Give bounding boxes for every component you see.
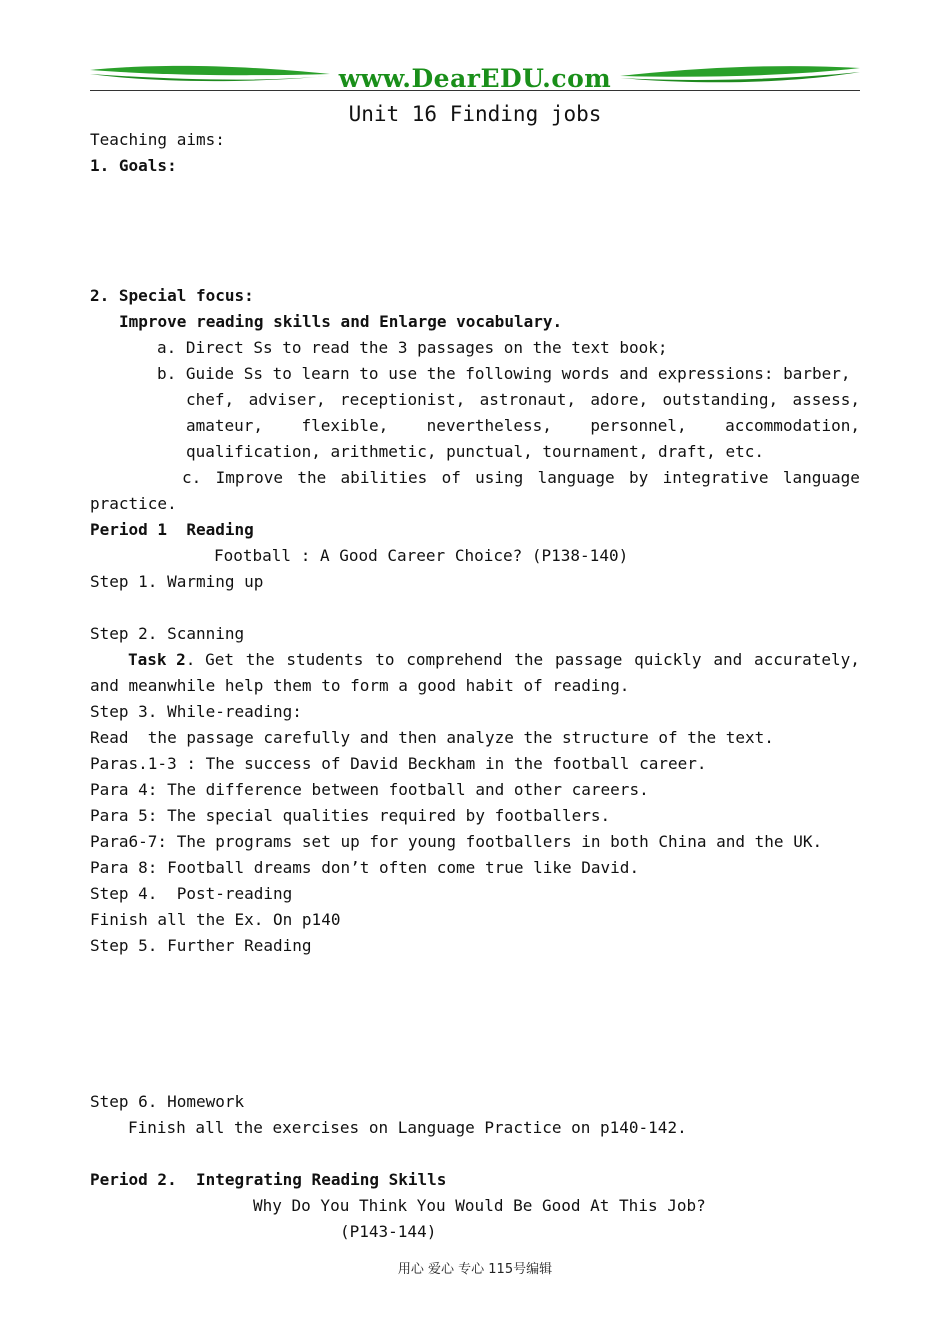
vocab-word: amateur, xyxy=(186,416,264,435)
header-rule xyxy=(90,90,860,91)
step3-line: Para 8: Football dreams don’t often come true like David. xyxy=(90,858,640,877)
word: c. xyxy=(182,468,202,487)
focus-item-c xyxy=(90,465,860,491)
vocab-word: receptionist, xyxy=(340,390,466,409)
step3-line: Para 4: The difference between football and other careers. xyxy=(90,780,649,799)
aims-heading: Teaching aims: xyxy=(90,130,225,149)
document-body xyxy=(90,127,860,1245)
task2-cont: and meanwhile help them to form a good habit of reading. xyxy=(90,676,630,695)
word: passage xyxy=(554,650,623,669)
blank-line xyxy=(90,1141,860,1167)
step1-heading: Step 1. Warming up xyxy=(90,572,264,591)
word: the xyxy=(297,468,327,487)
goals-heading: 1. Goals: xyxy=(90,156,177,175)
vocab-word: nevertheless, xyxy=(426,416,552,435)
word: students xyxy=(286,650,364,669)
period1-subtitle: Football : A Good Career Choice? (P138-140) xyxy=(214,546,629,565)
question-item xyxy=(90,1063,860,1089)
special-focus-subheading: Improve reading skills and Enlarge vocabulary. xyxy=(119,312,563,331)
vocab-word: astronaut, xyxy=(479,390,576,409)
period2-pages: (P143-144) xyxy=(340,1222,437,1241)
site-url-logo: www.DearEDU.com xyxy=(338,64,612,93)
focus-item-b-line xyxy=(90,387,860,413)
word: comprehend xyxy=(406,650,503,669)
word: of xyxy=(441,468,461,487)
goal-item xyxy=(90,257,860,283)
focus-item-b-line: qualification, arithmetic, punctual, tournament, draft, etc. xyxy=(186,442,764,461)
focus-item-c-cont: practice. xyxy=(90,494,177,513)
step6-heading: Step 6. Homework xyxy=(90,1092,245,1111)
word: integrative xyxy=(662,468,769,487)
page-title: Unit 16 Finding jobs xyxy=(348,102,602,126)
task3 xyxy=(90,959,860,985)
step4-heading: Step 4. Post-reading xyxy=(90,884,293,903)
goal-item xyxy=(90,179,860,205)
vocab-word: assess, xyxy=(792,390,860,409)
question-item xyxy=(90,985,860,1011)
vocab-word: outstanding, xyxy=(662,390,779,409)
word: Improve xyxy=(215,468,284,487)
word: by xyxy=(629,468,649,487)
period2-subtitle: Why Do You Think You Would Be Good At This Job? xyxy=(253,1196,706,1215)
vocab-word: adviser, xyxy=(248,390,326,409)
focus-item-a: a. Direct Ss to read the 3 passages on the text book; xyxy=(157,338,668,357)
task2 xyxy=(90,647,860,673)
goal-item xyxy=(90,231,860,257)
word: . Get xyxy=(185,650,234,669)
vocab-word: personnel, xyxy=(590,416,687,435)
word: language xyxy=(782,468,860,487)
step5-heading: Step 5. Further Reading xyxy=(90,936,312,955)
task2-text xyxy=(186,647,860,673)
step3-line: Para 5: The special qualities required by footballers. xyxy=(90,806,611,825)
focus-item-b: b. Guide Ss to learn to use the following words and expressions: barber, xyxy=(157,364,851,383)
special-focus-heading: 2. Special focus: xyxy=(90,286,254,305)
step6-text: Finish all the exercises on Language Practice on p140-142. xyxy=(128,1118,687,1137)
step3-line: Para6-7: The programs set up for young footballers in both China and the UK. xyxy=(90,832,823,851)
word: abilities xyxy=(340,468,428,487)
word: using xyxy=(475,468,524,487)
task1 xyxy=(90,595,860,621)
step4-text: Finish all the Ex. On p140 xyxy=(90,910,341,929)
word: the xyxy=(514,650,544,669)
vocab-word: chef, xyxy=(186,390,235,409)
word: and xyxy=(713,650,743,669)
vocab-word: accommodation, xyxy=(725,416,860,435)
question-item xyxy=(90,1011,860,1037)
period2-heading: Period 2. Integrating Reading Skills xyxy=(90,1170,447,1189)
step3-heading: Step 3. While-reading: xyxy=(90,702,302,721)
word: the xyxy=(245,650,275,669)
task2-label: Task 2 xyxy=(128,650,186,669)
vocab-word: adore, xyxy=(590,390,649,409)
vocab-word: flexible, xyxy=(301,416,389,435)
word: language xyxy=(537,468,615,487)
question-item xyxy=(90,1037,860,1063)
word: accurately, xyxy=(753,650,860,669)
page-footer: 用心 爱心 专心 115号编辑 xyxy=(397,1262,553,1277)
step2-heading: Step 2. Scanning xyxy=(90,624,245,643)
goal-item xyxy=(90,205,860,231)
step3-line: Paras.1-3 : The success of David Beckham in the football career. xyxy=(90,754,707,773)
step3-line: Read the passage carefully and then analyze the structure of the text. xyxy=(90,728,774,747)
period1-heading: Period 1 Reading xyxy=(90,520,254,539)
word: quickly xyxy=(634,650,702,669)
focus-item-b-line xyxy=(90,413,860,439)
word: to xyxy=(375,650,395,669)
